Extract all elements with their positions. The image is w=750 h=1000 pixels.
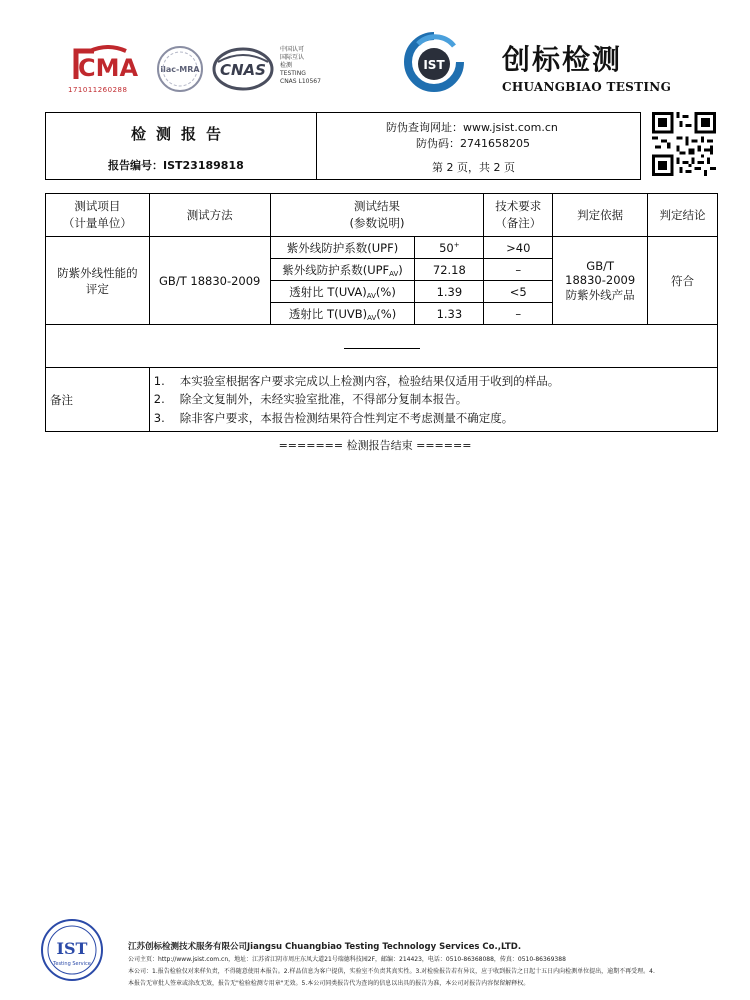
param-cell: 紫外线防护系数(UPF) xyxy=(270,237,415,259)
report-number-line xyxy=(108,157,244,173)
cma-certificate-number: 171011260288 xyxy=(68,86,128,94)
verify-code: 防伪码：2741658205 xyxy=(416,137,530,150)
param-cell xyxy=(270,303,415,325)
center-divider xyxy=(344,348,420,349)
page-info: 第 2 页，共 2 页 xyxy=(432,161,515,174)
header-result-label: 测试结果 xyxy=(353,199,400,213)
param-end: (%) xyxy=(376,306,397,321)
value-cell xyxy=(415,237,484,259)
ist-seal-icon xyxy=(40,918,104,982)
param-text: 紫外线防护系数(UPF xyxy=(282,262,390,277)
basis-line: 18830-2009 xyxy=(565,272,636,287)
requirement-cell: – xyxy=(484,303,553,325)
title-right-cell xyxy=(316,113,640,179)
footer-contact: 公司主页：http://www.jsist.com.cn，地址：江苏省江阴市周庄东凤大道21号瑞德科技园2F，邮编：214423，电话：0510-86368088，传真：0510-86369388 xyxy=(128,956,566,963)
seal-sub-text: Testing Service xyxy=(53,961,91,967)
report-number: IST23189818 xyxy=(163,159,244,172)
requirement-cell: – xyxy=(484,259,553,281)
param-cell xyxy=(270,259,415,281)
header-basis: 判定依据 xyxy=(553,194,648,237)
cnas-line: TESTING xyxy=(280,70,306,77)
cnas-line: 国际互认 xyxy=(280,54,305,61)
title-left-cell xyxy=(46,113,317,179)
cnas-logo-text: CNAS xyxy=(220,61,266,79)
note-number: 1. xyxy=(153,373,165,388)
table-header-row xyxy=(46,194,718,237)
header-item-sub: （计量单位） xyxy=(62,216,132,230)
cma-logo xyxy=(72,45,144,83)
cnas-line: 检测 xyxy=(280,62,293,69)
param-cell xyxy=(270,281,415,303)
ilac-logo-text: ilac-MRA xyxy=(160,65,200,74)
report-number-label: 报告编号： xyxy=(108,159,163,172)
param-end: ) xyxy=(398,262,403,277)
note-text: 除全文复制外，未经实验室批准，不得部分复制本报告。 xyxy=(179,392,468,407)
param-text: 透射比 T(UVA) xyxy=(289,284,367,299)
report-title: 检测报告 xyxy=(130,125,231,143)
note-number: 3. xyxy=(153,410,165,425)
param-subscript: AV xyxy=(367,313,377,322)
ilac-mra-logo xyxy=(154,44,206,94)
header-item xyxy=(46,194,150,237)
param-text: 透射比 T(UVB) xyxy=(288,306,368,321)
note-text: 本实验室根据客户要求完成以上检测内容，检验结果仅适用于收到的样品。 xyxy=(179,373,560,388)
blank-row xyxy=(46,325,718,368)
value-text: 50 xyxy=(439,240,454,255)
basis-line: GB/T xyxy=(586,258,614,273)
note-number: 2. xyxy=(153,392,165,407)
note-text: 除非客户要求，本报告检测结果符合性判定不考虑测量不确定度。 xyxy=(179,410,514,425)
requirement-cell: >40 xyxy=(484,237,553,259)
test-item-cell xyxy=(46,237,150,325)
note-item xyxy=(154,390,713,409)
value-superscript: + xyxy=(453,240,460,249)
param-end: (%) xyxy=(375,284,396,299)
test-item-line: 评定 xyxy=(85,281,109,296)
param-subscript: AV xyxy=(366,291,376,300)
cnas-logo xyxy=(212,46,274,92)
ist-brand-logo xyxy=(404,32,464,94)
report-end-marker: ======= 检测报告结束 ====== xyxy=(278,439,472,452)
remark-label: 备注 xyxy=(46,368,150,432)
footer-company: 江苏创标检测技术服务有限公司Jiangsu Chuangbiao Testing Technology Services Co.,LTD. xyxy=(128,942,522,952)
header-conclusion: 判定结论 xyxy=(648,194,718,237)
blank-cell xyxy=(46,325,718,368)
brand-name-cn: 创标检测 xyxy=(502,43,623,76)
test-results-table xyxy=(45,193,718,432)
table-row xyxy=(46,237,718,259)
brand-name-en: CHUANGBIAO TESTING xyxy=(502,80,672,94)
header-requirement-sub: （备注） xyxy=(495,216,542,230)
header-result xyxy=(270,194,484,237)
note-item xyxy=(154,372,713,391)
note-item xyxy=(154,409,713,428)
test-item-line: 防紫外线性能的 xyxy=(57,265,138,280)
test-method-cell: GB/T 18830-2009 xyxy=(149,237,270,325)
cnas-line: 中国认可 xyxy=(280,46,305,53)
cma-logo-text: CMA xyxy=(77,54,139,82)
value-cell: 72.18 xyxy=(415,259,484,281)
conclusion-cell: 符合 xyxy=(648,237,718,325)
qr-code-icon xyxy=(652,112,716,176)
value-cell: 1.33 xyxy=(415,303,484,325)
header-item-label: 测试项目 xyxy=(74,199,121,213)
footer-notice: 本公司：1.报告检验仅对来样负责，不得随意使用本报告。2.样品信息为客户提供，实验室不负责其真实性。3.对检验报告若有异议，应于收到报告之日起十五日内向检测单位提出，逾期不再受理。4. xyxy=(128,968,655,975)
requirement-cell: <5 xyxy=(484,281,553,303)
header-method: 测试方法 xyxy=(149,194,270,237)
header-result-sub: (参数说明) xyxy=(349,216,405,230)
basis-line: 防紫外线产品 xyxy=(565,287,635,302)
basis-cell xyxy=(553,237,648,325)
notes-row xyxy=(46,368,718,432)
verify-site: 防伪查询网址：www.jsist.com.cn xyxy=(386,121,558,134)
seal-text: IST xyxy=(56,939,88,958)
header-requirement-label: 技术要求 xyxy=(495,199,542,213)
cnas-accreditation-text xyxy=(280,46,321,86)
header-requirement xyxy=(484,194,553,237)
footer-notice: 本报告无审批人签章或涂改无效，报告无"检验检测专用章"无效。5.本公司同类报告代为查询的信息以出具的报告为准，本公司对报告内容保留解释权。 xyxy=(128,980,530,987)
report-title-box xyxy=(45,112,641,180)
footer-info xyxy=(128,940,728,990)
cnas-line: CNAS L10567 xyxy=(280,78,321,85)
param-subscript: AV xyxy=(389,269,399,278)
notes-cell xyxy=(149,368,717,432)
ist-logo-text: IST xyxy=(423,58,445,72)
value-cell: 1.39 xyxy=(415,281,484,303)
